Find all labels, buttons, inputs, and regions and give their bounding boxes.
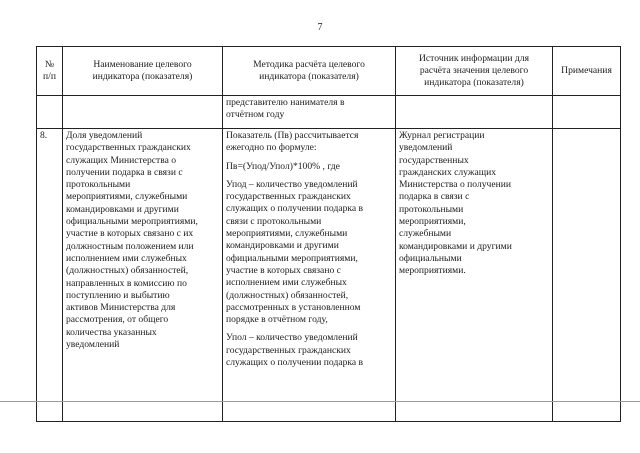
method-intro: Показатель (Пв) рассчитывается ежегодно по формуле: [226, 130, 359, 154]
cell-indicator-name: Доля уведомлений государственных гражданских служащих Министерства о получении подарка в связи с протокольными мероприятиями, служебными командировками и другими официальными мероприятиями, участие в которых связано с их должностным положением или исполнением ими служебных (должностных) обязанностей, направленных в комиссию по поступлению и выбытию активов Министерства для рассмотрения, от общего количества указанных уведомлений [63, 129, 223, 422]
indicator-table [36, 46, 621, 422]
header-calculation-method: Методика расчёта целевого индикатора (показателя) [223, 47, 396, 96]
cell-row-number: 8. [37, 129, 63, 422]
table-row-8 [37, 129, 621, 422]
method-formula: Пв=(Упод/Упол)*100% , где [226, 160, 340, 172]
scan-edge-line [0, 401, 640, 402]
cell-information-source: Журнал регистрации уведомлений государственных гражданских служащих Министерства о получении подарка в связи с протокольными мероприятиями, служебными командировками и другими официальными мероприятиями. [396, 129, 553, 422]
header-information-source: Источник информации для расчёта значения целевого индикатора (показателя) [396, 47, 553, 96]
cell-empty [63, 96, 223, 129]
method-definition-upod: Упод – количество уведомлений государственных гражданских служащих о получении подарка в связи с протокольными мероприятиями, служебными командировками и другими официальными мероприятиями, участие в которых связано с исполнением ими служебных (должностных) обязанностей, рассмотренных в установленном порядке в отчётном году, [226, 178, 364, 326]
cell-empty [396, 96, 553, 129]
table-header-row [37, 47, 621, 96]
page-number: 7 [317, 22, 323, 33]
cell-notes [553, 129, 621, 422]
cell-method-continuation: представителю нанимателя в отчётном году [223, 96, 396, 129]
cell-calculation-method [223, 129, 396, 422]
cell-empty [37, 96, 63, 129]
method-definition-upol: Упол – количество уведомлений государственных гражданских служащих о получении подарка в [226, 332, 364, 369]
table-row-continuation [37, 96, 621, 129]
header-indicator-name: Наименование целевого индикатора (показателя) [63, 47, 223, 96]
header-number: № п/п [37, 47, 63, 96]
cell-empty [553, 96, 621, 129]
header-notes: Примечания [553, 47, 621, 96]
